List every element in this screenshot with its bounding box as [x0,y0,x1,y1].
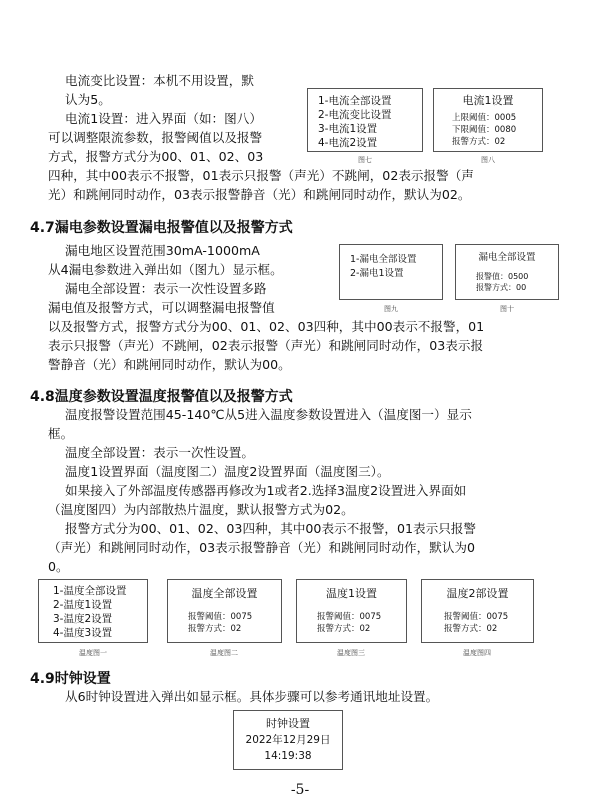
tfig4-title: 温度2部设置 [446,587,509,600]
figure-7-menu [307,88,423,152]
s48-line-3: 温度全部设置：表示一次性设置。 [65,445,254,460]
s47-line-7: 警静音（光）和跳闸同时动作，默认为00。 [48,357,291,372]
intro-line-7: 光）和跳闸同时动作，03表示报警静音（光）和跳闸同时动作，默认为02。 [48,187,471,202]
temp-figure-3-temp1 [296,579,407,643]
temp-figure-2-all [167,579,282,643]
fig7-item-2: 2-电流变比设置 [318,109,392,121]
s47-line-4: 漏电值及报警方式，可以调整漏电报警值 [48,300,275,315]
intro-line-4: 可以调整限流参数，报警阈值以及报警 [48,130,263,145]
section-4-7-heading: 4.7漏电参数设置漏电报警值以及报警方式 [30,220,293,236]
intro-line-6: 四种，其中00表示不报警，01表示只报警（声光）不跳闸，02表示报警（声 [48,168,474,183]
fig7-caption: 图七 [358,156,372,164]
fig8-caption: 图八 [481,156,495,164]
temp-figure-4-temp2 [421,579,534,643]
fig8-title: 电流1设置 [462,94,514,107]
fig8-row-2: 下限阈值：0080 [452,125,517,135]
tfig3-caption: 温度图三 [337,649,365,657]
fig7-item-3: 3-电流1设置 [318,123,378,135]
s49-line-1: 从6时钟设置进入弹出如显示框。具体步骤可以参考通讯地址设置。 [65,689,439,704]
s48-line-7: 报警方式分为00、01、02、03四种，其中00表示不报警，01表示只报警 [65,521,476,536]
intro-line-5: 方式，报警方式分为00、01、02、03 [48,149,264,164]
s48-line-9: 0。 [48,559,69,574]
intro-line-3: 电流1设置：进入界面（如：图八） [65,111,262,126]
tfig2-row-2: 报警方式：02 [188,624,242,634]
fig9-item-1: 1-漏电全部设置 [350,254,417,265]
fig7-item-1: 1-电流全部设置 [318,95,392,107]
clock-title: 时钟设置 [266,717,310,730]
tfig1-item-4: 4-温度3设置 [53,627,113,639]
tfig1-item-3: 3-温度2设置 [53,613,113,625]
tfig1-caption: 温度图一 [79,649,107,657]
s47-line-6: 表示只报警（声光）不跳闸，02表示报警（声光）和跳闸同时动作，03表示报 [48,338,484,353]
clock-date: 2022年12月29日 [245,734,331,746]
s48-line-6: （温度图四）为内部散热片温度，默认报警方式为02。 [48,502,354,517]
fig9-caption: 图九 [384,305,398,313]
s47-line-1: 漏电地区设置范围30mA-1000mA [65,243,260,258]
figure-10-leakage-all [455,244,559,300]
fig10-row-1: 报警值：0500 [476,272,529,281]
tfig2-caption: 温度图二 [210,649,238,657]
s48-line-2: 框。 [48,426,74,441]
s48-line-5: 如果接入了外部温度传感器再修改为1或者2.选择3温度2设置进入界面如 [65,483,467,498]
clock-display-box [233,710,343,770]
s48-line-1: 温度报警设置范围45-140℃从5进入温度参数设置进入（温度图一）显示 [65,407,472,422]
tfig2-title: 温度全部设置 [191,587,258,600]
section-4-8-heading: 4.8温度参数设置温度报警值以及报警方式 [30,389,293,405]
clock-time: 14:19:38 [264,750,312,762]
tfig4-caption: 温度图四 [463,649,491,657]
tfig1-item-2: 2-温度1设置 [53,599,113,611]
s47-line-2: 从4漏电参数进入弹出如（图九）显示框。 [48,262,283,277]
tfig2-row-1: 报警阈值：0075 [188,612,253,622]
fig7-item-4: 4-电流2设置 [318,137,378,149]
tfig3-row-1: 报警阈值：0075 [317,612,382,622]
intro-line-2: 认为5。 [65,92,111,107]
tfig3-title: 温度1设置 [326,587,377,600]
tfig4-row-1: 报警阈值：0075 [444,612,509,622]
page-number: -5- [290,782,310,798]
s47-line-3: 漏电全部设置：表示一次性设置多路 [65,281,267,296]
figure-8-current1 [433,88,543,152]
fig10-row-2: 报警方式：00 [476,283,527,292]
fig10-caption: 图十 [500,305,514,313]
intro-line-1: 电流变比设置：本机不用设置，默 [65,73,254,88]
s48-line-8: （声光）和跳闸同时动作，03表示报警静音（光）和跳闸同时动作，默认为0 [48,540,476,555]
s47-line-5: 以及报警方式，报警方式分为00、01、02、03四种，其中00表示不报警，01 [48,319,485,334]
section-4-9-heading: 4.9时钟设置 [30,671,111,687]
fig10-title: 漏电全部设置 [478,252,536,263]
fig9-item-2: 2-漏电1设置 [350,268,404,279]
fig8-row-3: 报警方式：02 [452,137,506,147]
tfig3-row-2: 报警方式：02 [317,624,371,634]
fig8-row-1: 上限阈值：0005 [452,113,517,123]
figure-9-leakage-menu [339,244,443,300]
tfig4-row-2: 报警方式：02 [444,624,498,634]
tfig1-item-1: 1-温度全部设置 [53,585,127,597]
temp-figure-1-menu [38,579,148,643]
s48-line-4: 温度1设置界面（温度图二）温度2设置界面（温度图三）。 [65,464,390,479]
